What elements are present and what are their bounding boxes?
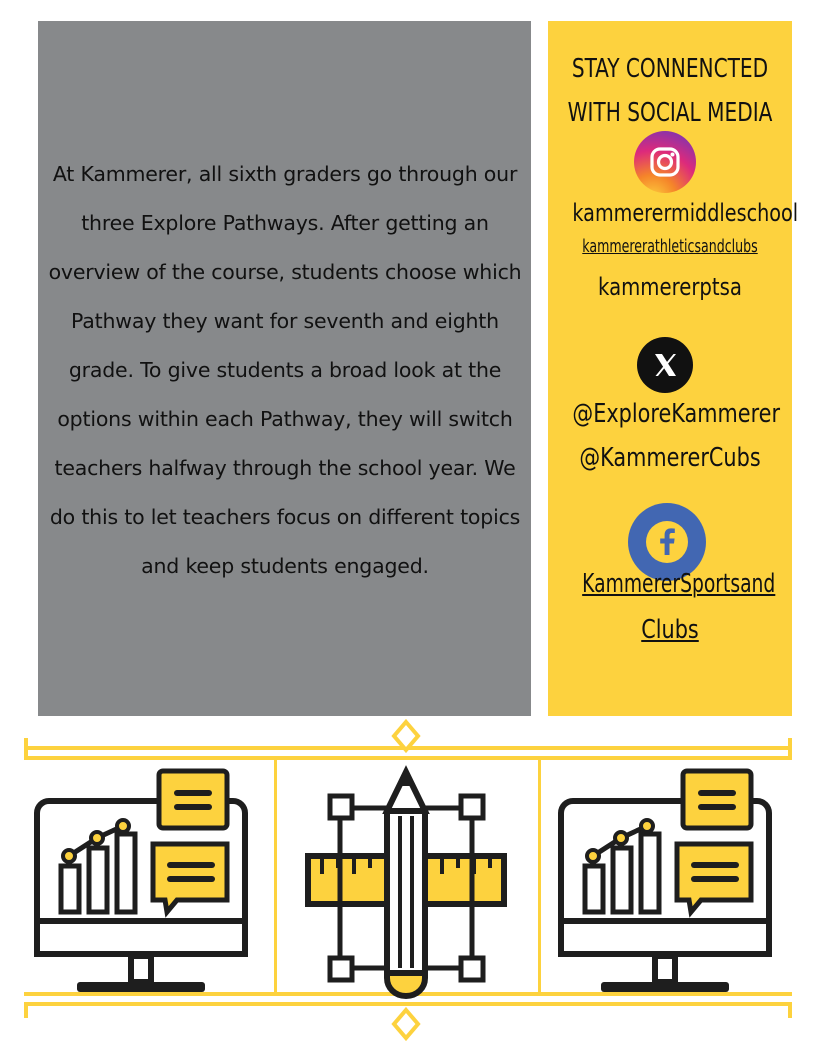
- social-heading: [565, 47, 775, 135]
- decorative-illustration-band: [0, 716, 816, 1056]
- facebook-page-line-2[interactable]: Clubs: [641, 615, 699, 645]
- social-heading-line-2: WITH SOCIAL MEDIA: [567, 98, 773, 128]
- computer-analytics-icon-left: [37, 771, 245, 992]
- social-heading-line-1: STAY CONNENCTED: [571, 54, 769, 84]
- computer-analytics-icon-right: [561, 771, 769, 992]
- intro-paragraph: At Kammerer, all sixth graders go through our three Explore Pathways. After getting an overview of the course, students choose which Pathway they want for seventh and eighth grade. To give students a broad look at the options within each Pathway, they will switch teachers halfway through the school year. We do this to let teachers focus on different topics and keep students engaged.: [48, 162, 522, 578]
- instagram-handle-athletics[interactable]: kammererathleticsandclubs: [582, 237, 758, 257]
- x-handle-explore[interactable]: @ExploreKammerer: [572, 399, 781, 429]
- instagram-handle-school[interactable]: kammerermiddleschool: [572, 199, 799, 227]
- design-tools-icon: [308, 772, 504, 996]
- social-media-panel: [548, 21, 799, 716]
- facebook-page-line-1[interactable]: KammererSportsand: [582, 569, 776, 599]
- instagram-handle-ptsa[interactable]: kammererptsa: [598, 273, 742, 301]
- instagram-icon[interactable]: [634, 131, 696, 193]
- x-handle-cubs[interactable]: @KammererCubs: [579, 443, 761, 473]
- x-twitter-icon[interactable]: [637, 337, 693, 393]
